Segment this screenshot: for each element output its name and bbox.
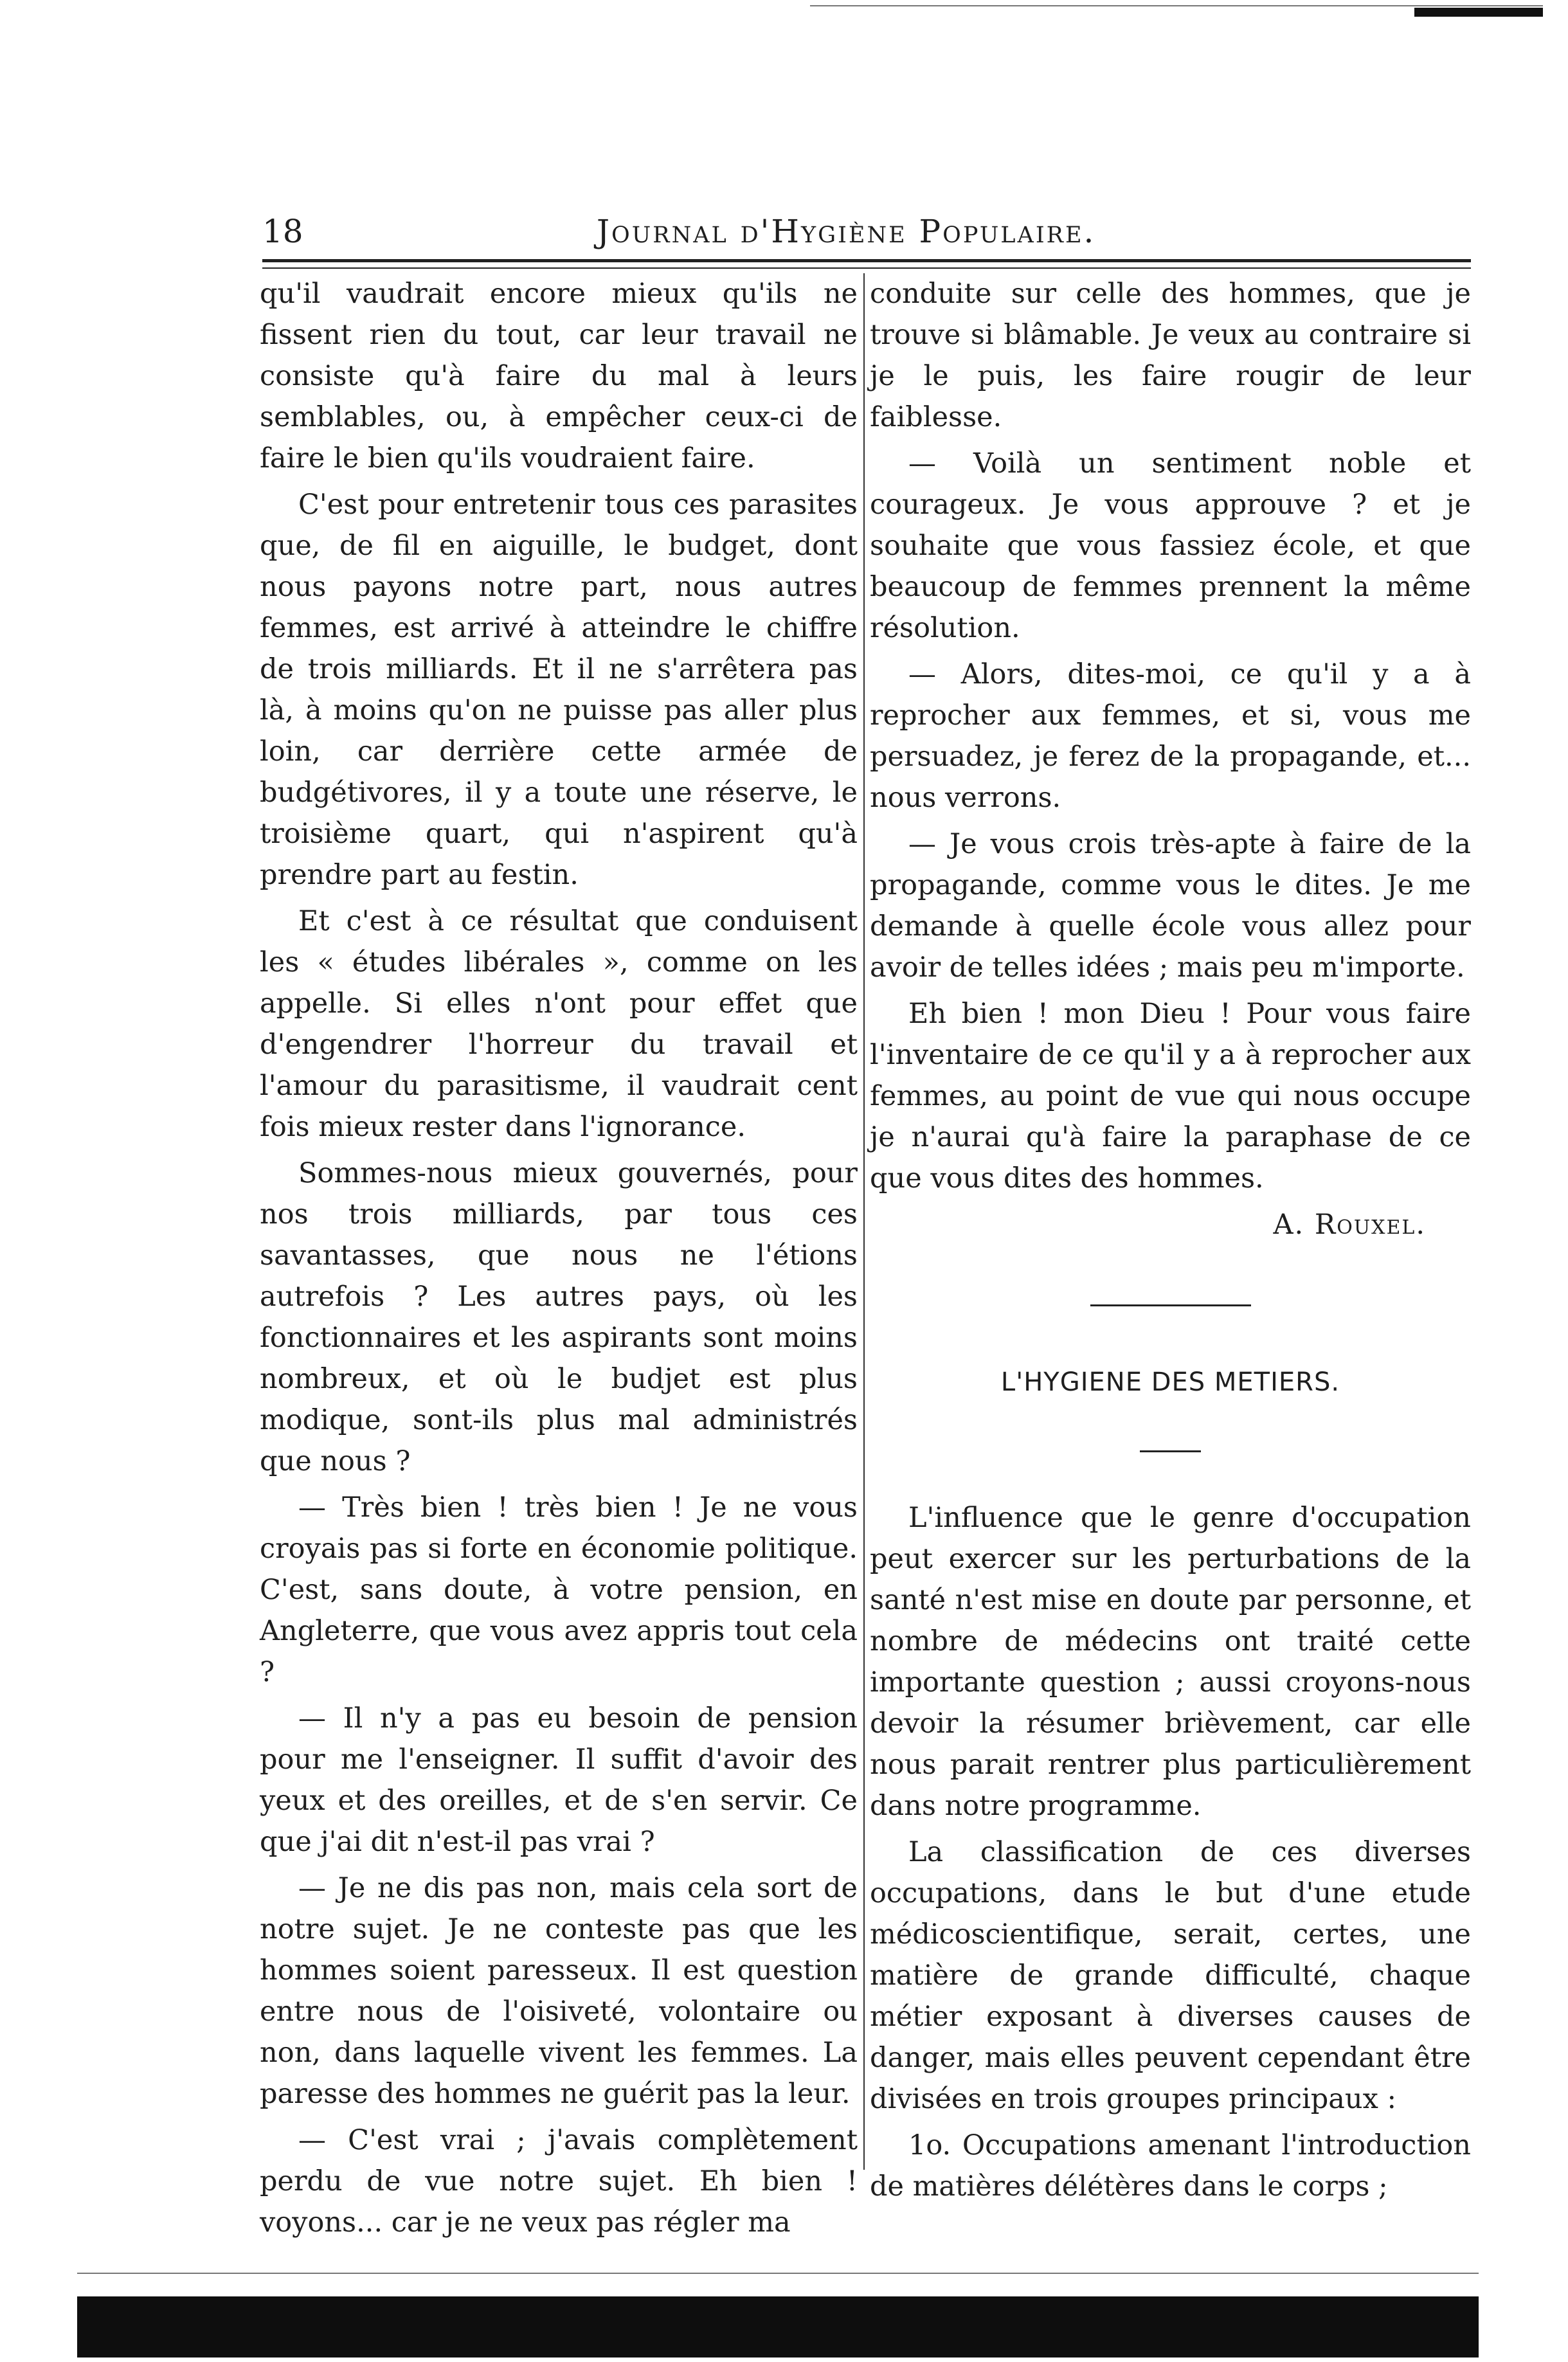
header-rule-thin	[262, 267, 1471, 269]
title-underline-rule	[1140, 1450, 1201, 1452]
bottom-scan-rule	[77, 2273, 1479, 2274]
column-divider	[863, 273, 865, 2170]
paragraph: 1o. Occupations amenant l'introduction de matières délétères dans le corps ;	[870, 2129, 1471, 2203]
section-title: L'HYGIENE DES METIERS.	[1000, 1367, 1340, 1397]
paragraph: Eh bien ! mon Dieu ! Pour vous faire l'inventaire de ce qu'il y a à reprocher aux femmes, au point de vue qui nous occupe je n'aurai qu'à faire la paraphase de ce que vous dites des hommes.	[870, 998, 1471, 1195]
section-separator-rule	[1090, 1304, 1251, 1306]
left-column	[260, 273, 858, 2248]
right-column	[870, 273, 1471, 2212]
paragraph: L'influence que le genre d'occupation peut exercer sur les perturbations de la santé n'est mise en doute par personne, et nombre de médecins ont traité cette importante question ; aussi croyons-nous devoir la résumer brièvement, car elle nous parait rentrer plus particulièrement dans notre programme.	[870, 1502, 1471, 1822]
paragraph: — Voilà un sentiment noble et courageux. Je vous approuve ? et je souhaite que vous fassiez école, et que beaucoup de femmes prennent la même résolution.	[870, 447, 1471, 644]
paragraph: Et c'est à ce résultat que conduisent les « études libérales », comme on les appelle. Si elles n'ont pour effet que d'engendrer l'horreur du travail et l'amour du parasitisme, il vaudrait cent fois mieux rester dans l'ignorance.	[260, 905, 858, 1143]
running-head	[262, 206, 1471, 257]
paragraph: La classification de ces diverses occupations, dans le but d'une etude médicoscientifique, serait, certes, une matière de grande difficulté, chaque métier exposant à diverses causes de danger, mais elles peuvent cependant être divisées en trois groupes principaux :	[870, 1836, 1471, 2115]
paragraph: C'est pour entretenir tous ces parasites que, de fil en aiguille, le budget, dont nous payons notre part, nous autres femmes, est arrivé à atteindre le chiffre de trois milliards. Et il ne s'arrêtera pas là, à moins qu'on ne puisse pas aller plus loin, car derrière cette armée de budgétivores, il y a toute une réserve, le troisième quart, qui n'aspirent qu'à prendre part au festin.	[260, 489, 858, 891]
author-signature: A. Rouxel.	[1273, 1209, 1426, 1241]
page-number: 18	[262, 213, 303, 250]
paragraph: conduite sur celle des hommes, que je trouve si blâmable. Je veux au contraire si je le puis, les faire rougir de leur faiblesse.	[870, 278, 1471, 433]
paragraph: — Alors, dites-moi, ce qu'il y a à reprocher aux femmes, et si, vous me persuadez, je ferez de la propagande, et... nous verrons.	[870, 658, 1471, 814]
paragraph: — Il n'y a pas eu besoin de pension pour me l'enseigner. Il suffit d'avoir des yeux et des oreilles, et de s'en servir. Ce que j'ai dit n'est-il pas vrai ?	[260, 1702, 858, 1858]
paragraph: — Je vous crois très-apte à faire de la propagande, comme vous le dites. Je me demande à quelle école vous allez pour avoir de telles idées ; mais peu m'importe.	[870, 828, 1471, 984]
journal-title: Journal d'Hygiène Populaire.	[597, 213, 1096, 250]
bottom-scan-border	[77, 2296, 1479, 2357]
paragraph: — C'est vrai ; j'avais complètement perdu de vue notre sujet. Eh bien ! voyons... car je ne veux pas régler ma	[260, 2124, 858, 2239]
header-rule-thick	[262, 259, 1471, 262]
paragraph: — Je ne dis pas non, mais cela sort de notre sujet. Je ne conteste pas que les hommes soient paresseux. Il est question entre nous de l'oisiveté, volontaire ou non, dans laquelle vivent les femmes. La paresse des hommes ne guérit pas la leur.	[260, 1872, 858, 2110]
paragraph: qu'il vaudrait encore mieux qu'ils ne fissent rien du tout, car leur travail ne consiste qu'à faire du mal à leurs semblables, ou, à empêcher ceux-ci de faire le bien qu'ils voudraient faire.	[260, 278, 858, 474]
paragraph: Sommes-nous mieux gouvernés, pour nos trois milliards, par tous ces savantasses, que nous ne l'étions autrefois ? Les autres pays, où les fonctionnaires et les aspirants sont moins nombreux, et où le budjet est plus modique, sont-ils plus mal administrés que nous ?	[260, 1157, 858, 1477]
top-scan-mark	[1414, 8, 1543, 17]
top-scan-rule	[810, 5, 1543, 6]
paragraph: — Très bien ! très bien ! Je ne vous croyais pas si forte en économie politique. C'est, sans doute, à votre pension, en Angleterre, que vous avez appris tout cela ?	[260, 1492, 858, 1688]
